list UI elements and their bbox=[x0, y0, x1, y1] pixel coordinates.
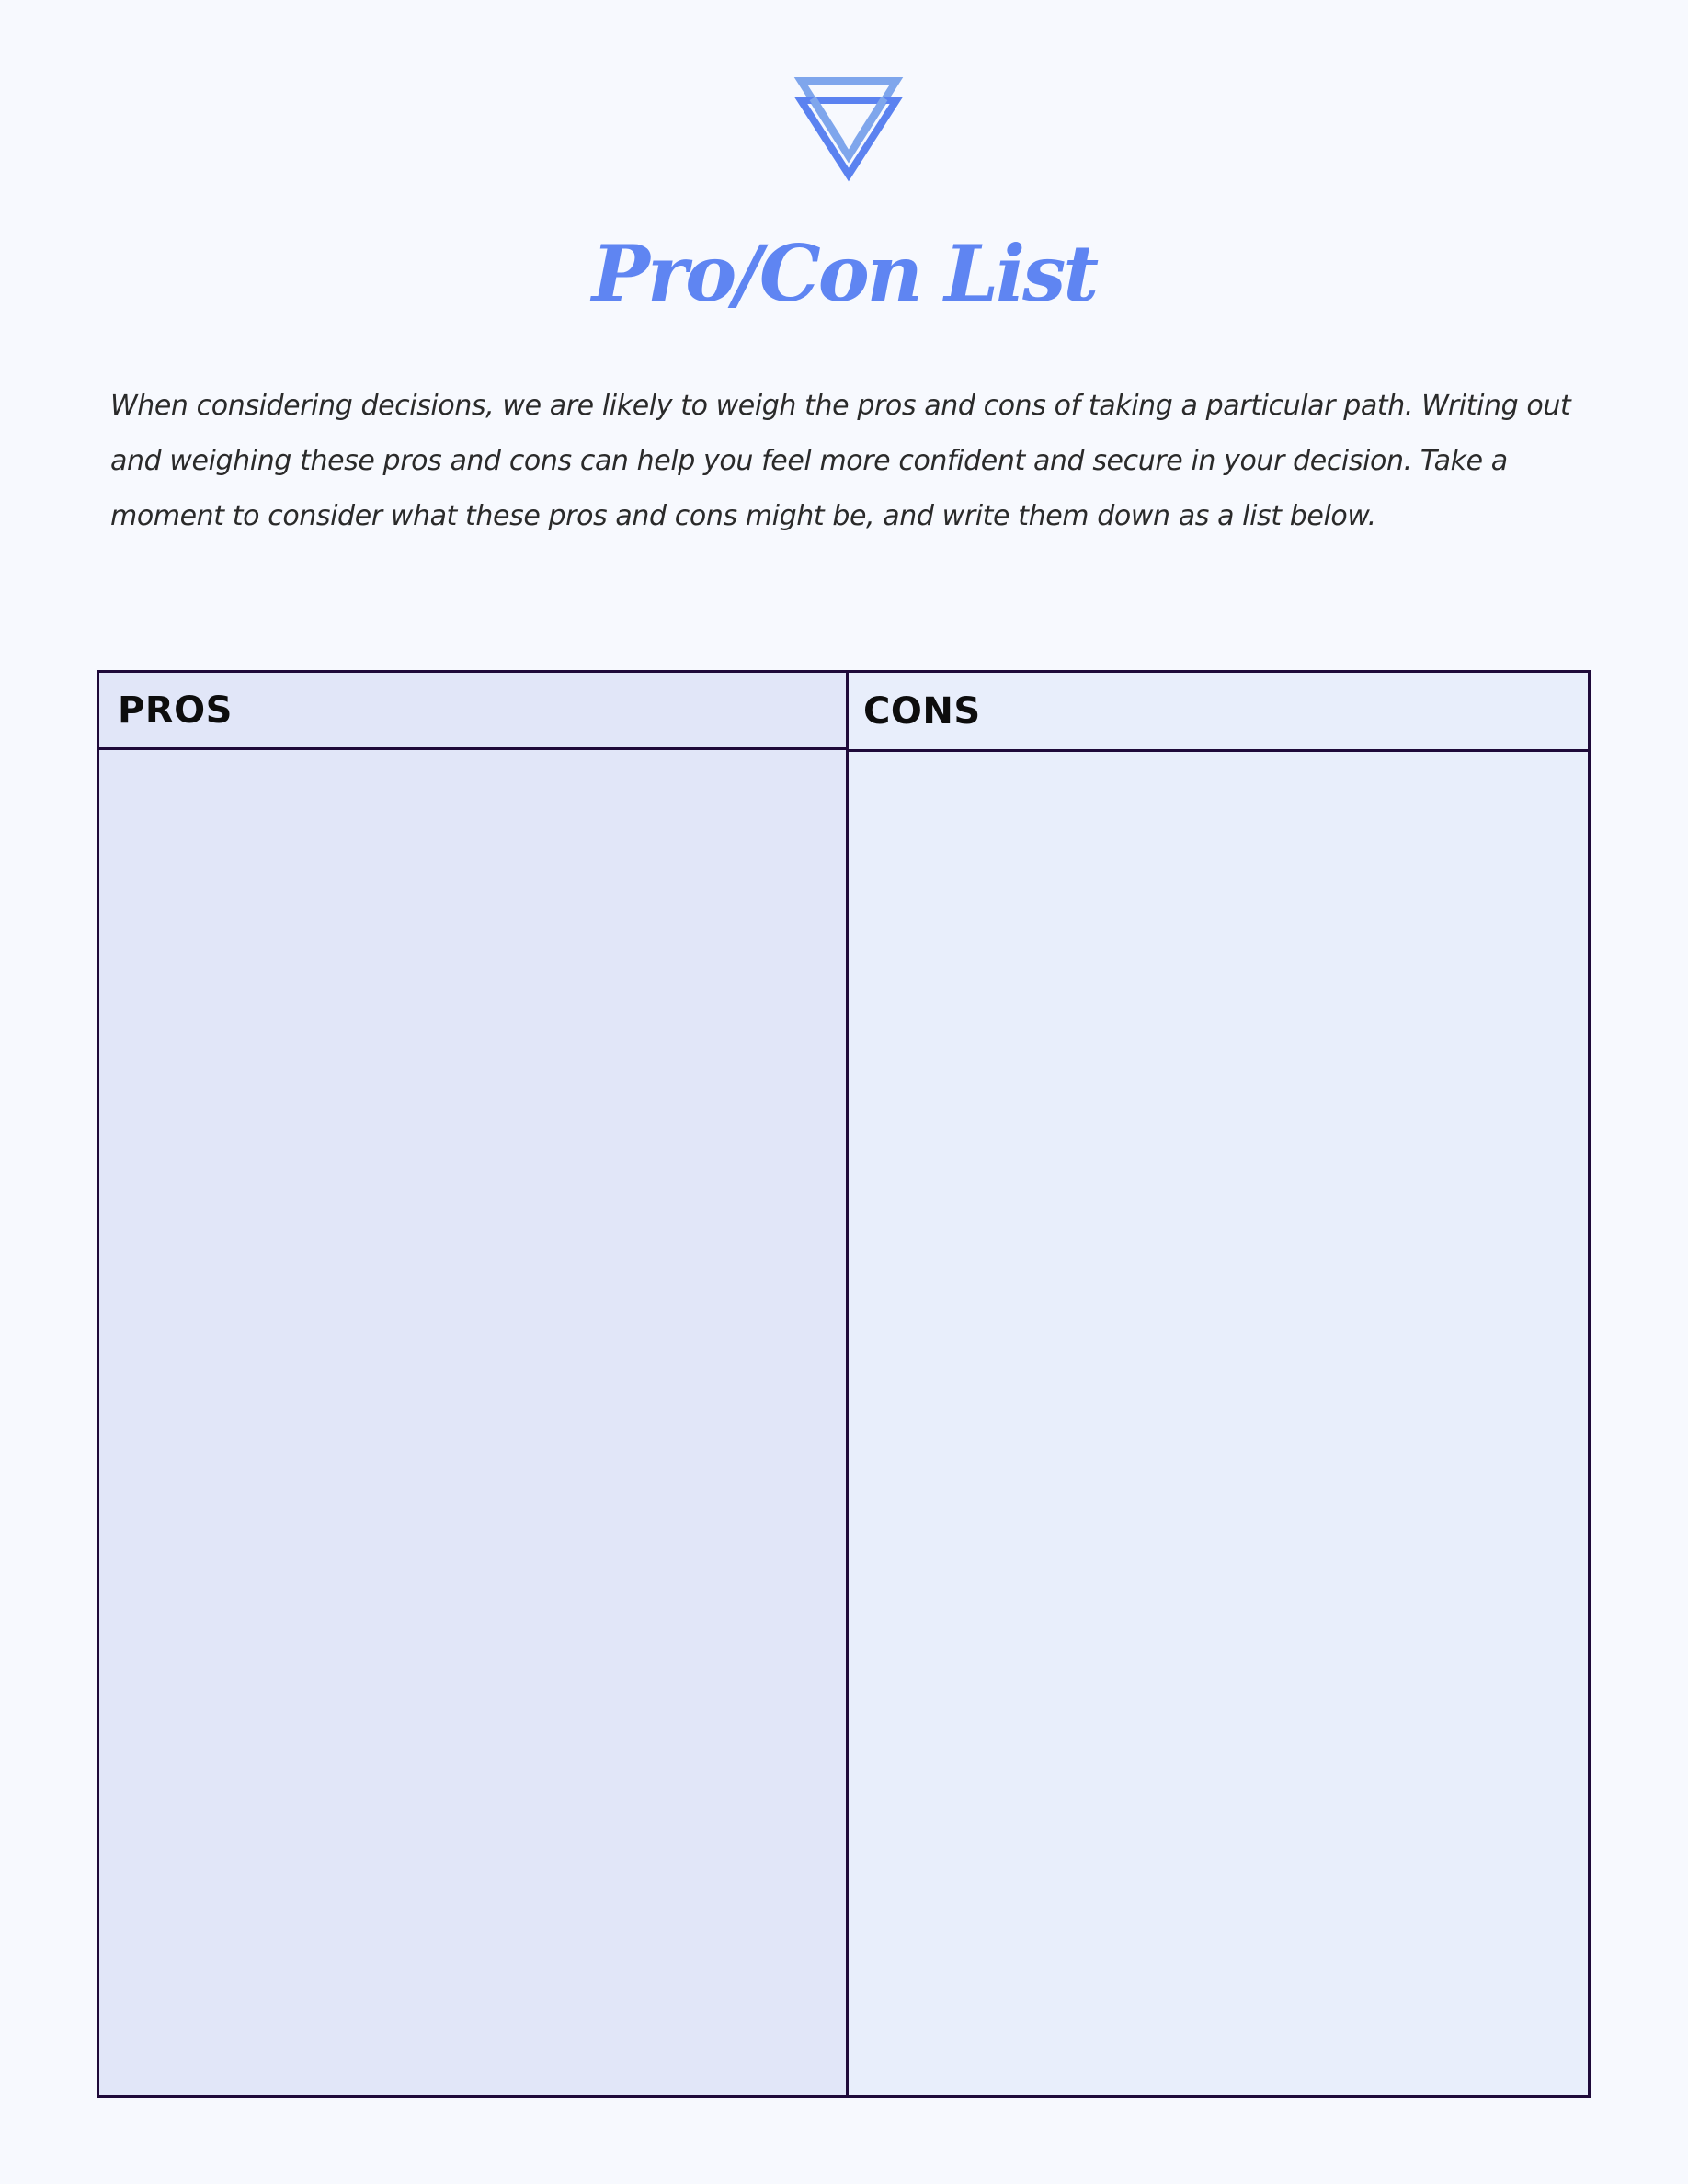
intro-paragraph: When considering decisions, we are likely to weigh the pros and cons of taking a particular path. Writing out and weighing these pros and cons can help you feel more confident and secure in your decision. Take a moment to consider what these pros and cons might be, and write them down as a list below. bbox=[110, 390, 1571, 532]
logo bbox=[791, 72, 905, 184]
cons-column bbox=[849, 673, 1588, 2095]
pros-header: PROS bbox=[99, 673, 846, 750]
cons-header: CONS bbox=[849, 673, 1588, 752]
pros-column bbox=[99, 673, 849, 2095]
pro-con-table bbox=[97, 670, 1591, 2098]
double-triangle-logo-icon bbox=[791, 72, 905, 184]
pros-writing-area[interactable] bbox=[99, 750, 846, 2095]
page-title: Pro/Con List bbox=[591, 228, 1097, 319]
cons-writing-area[interactable] bbox=[849, 752, 1588, 2095]
